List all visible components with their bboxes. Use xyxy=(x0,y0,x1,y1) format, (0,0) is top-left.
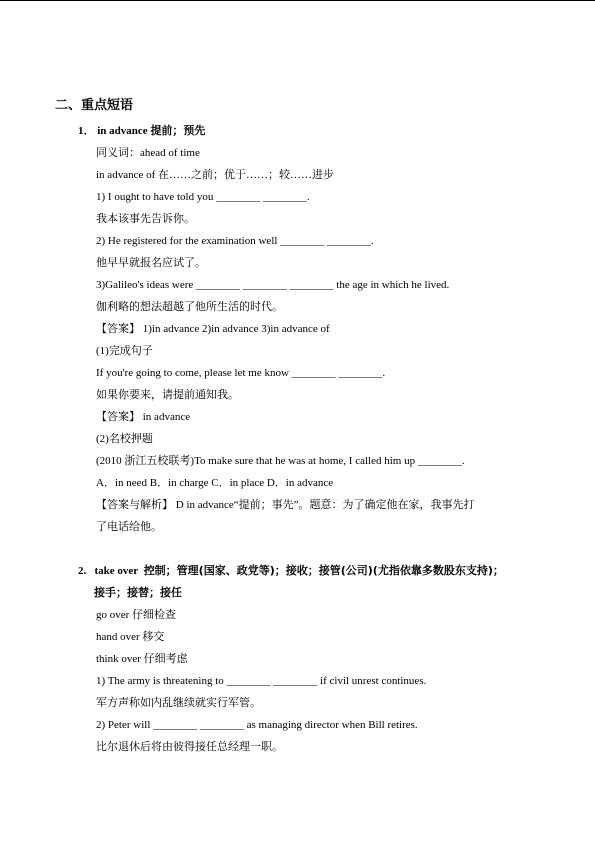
item1-complete-sentence-translation: 如果你要来，请提前通知我。 xyxy=(96,388,239,401)
item1-exercise-3: 3)Galileo's ideas were ________ ________ ________ the age in which he lived. xyxy=(96,279,450,291)
item1-exam-label: (2)名校押题 xyxy=(96,433,153,445)
item1-analysis-cont: 了电话给他。 xyxy=(96,520,162,533)
item2-exercise-1-translation: 军方声称如内乱继续就实行军管。 xyxy=(96,696,261,709)
item1-number: 1． xyxy=(78,125,95,137)
item1-exercise-1: 1) I ought to have told you ________ ________. xyxy=(96,191,310,203)
item2-heading-cont xyxy=(94,586,182,600)
item2-hand-over: hand over 移交 xyxy=(96,631,165,643)
item1-complete-sentence-label: (1)完成句子 xyxy=(96,345,153,357)
item2-meaning: 控制；管理(国家、政党等)；接收；接管(公司)(尤指依靠多数股东支持)； xyxy=(143,564,504,577)
item1-exercise-1-translation: 我本该事先告诉你。 xyxy=(96,212,195,225)
item2-number: 2. xyxy=(78,565,87,577)
item2-meaning-cont: 接手；接替；接任 xyxy=(94,586,182,599)
item1-heading xyxy=(78,124,205,138)
section-title: 二、重点短语 xyxy=(55,98,134,113)
item2-think-over: think over 仔细考虑 xyxy=(96,653,188,665)
item1-exercise-2: 2) He registered for the examination well ________ ________. xyxy=(96,235,374,247)
item1-line-in-advance-of: in advance of 在……之前；优于……；较……进步 xyxy=(96,169,334,181)
item2-phrase: take over xyxy=(94,565,139,577)
item1-meaning: 提前；预先 xyxy=(150,124,206,137)
item1-answer-2: 【答案】 in advance xyxy=(96,411,191,423)
item2-exercise-2-translation: 比尔退休后将由彼得接任总经理一职。 xyxy=(96,740,283,753)
item1-line-synonym: 同义词：ahead of time xyxy=(96,147,200,159)
item1-answer-1: 【答案】 1)in advance 2)in advance 3)in advance of xyxy=(96,323,330,335)
item1-complete-sentence: If you're going to come, please let me know ________ ________. xyxy=(96,367,386,379)
item1-exercise-3-translation: 伽利略的想法超越了他所生活的时代。 xyxy=(96,300,283,313)
item2-heading xyxy=(78,564,504,578)
item1-analysis: 【答案与解析】 D in advance“提前；事先”。题意：为了确定他在家，我事先打 xyxy=(96,499,475,511)
item1-phrase: in advance xyxy=(97,125,148,137)
item1-exam-question: (2010 浙江五校联考)To make sure that he was at home, I called him up ________. xyxy=(96,455,465,467)
item2-go-over: go over 仔细检查 xyxy=(96,609,177,621)
item1-exercise-2-translation: 他早早就报名应试了。 xyxy=(96,256,206,269)
item2-exercise-1: 1) The army is threatening to ________ ________ if civil unrest continues. xyxy=(96,675,427,687)
item1-exam-options: A．in need B．in charge C．in place D．in advance xyxy=(96,477,334,489)
item2-exercise-2: 2) Peter will ________ ________ as managing director when Bill retires. xyxy=(96,719,418,731)
